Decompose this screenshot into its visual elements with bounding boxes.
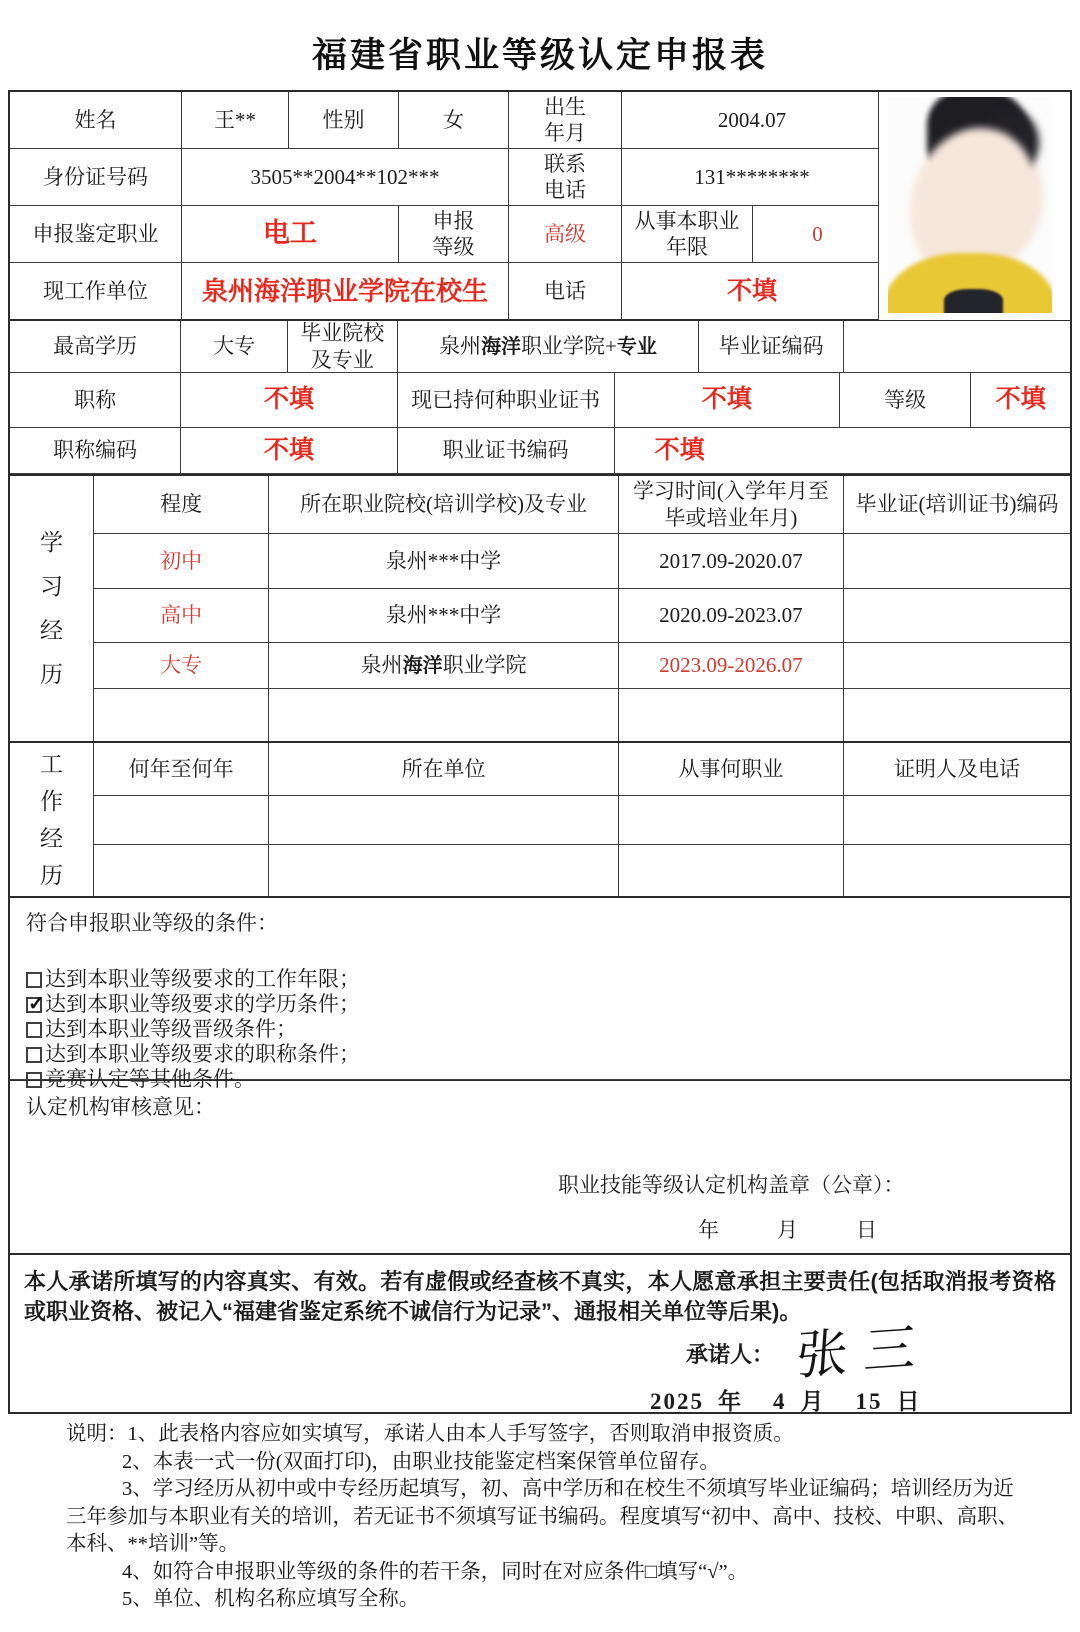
work-row-empty [94, 796, 1070, 845]
condition-item-education: ✓ 达到本职业等级要求的学历条件； [26, 992, 1070, 1017]
study-degree: 高中 [94, 589, 269, 642]
work-header-years: 何年至何年 [94, 743, 269, 795]
jobtitle-value: 不填 [181, 373, 397, 427]
tel-label: 电话 [509, 263, 622, 320]
row-employer [10, 263, 882, 320]
years-label: 从事本职业年限 [622, 206, 753, 262]
promise-text: 本人承诺所填写的内容真实、有效。若有虚假或经查核不真实，本人愿意承担主要责任(包括取消报考资格或职业资格、被记入“福建省鉴定系统不诚信行为记录”、通报相关单位等后果)。 [24, 1269, 1056, 1324]
signer-label: 承诺人： [686, 1341, 775, 1367]
study-cert [844, 689, 1070, 741]
study-degree [94, 689, 269, 741]
titlecode-value: 不填 [181, 428, 397, 473]
row-jobtitle [10, 373, 1070, 428]
work-years [94, 845, 269, 896]
study-row-juniorhigh [94, 534, 1070, 589]
row-codes [10, 428, 1070, 474]
row-education [10, 319, 1070, 373]
work-witness [844, 845, 1070, 896]
work-job [619, 796, 844, 844]
work-witness [844, 796, 1070, 844]
study-cert [844, 643, 1070, 688]
review-label: 认定机构审核意见： [26, 1095, 215, 1119]
study-history-section [10, 474, 1070, 741]
phone-value: 131******** [694, 164, 810, 189]
study-degree: 大专 [94, 643, 269, 688]
grade-label: 等级 [840, 373, 972, 427]
employer-value: 泉州海洋职业学院在校生 [182, 263, 509, 320]
condition-item-competition: 竞赛认定等其他条件。 [26, 1067, 1070, 1092]
phone-label: 联系电话 [509, 149, 622, 205]
edu-value: 大专 [181, 321, 288, 372]
school-label: 毕业院校及专业 [288, 321, 398, 372]
form-table [8, 90, 1072, 1414]
conditions-section [10, 896, 1070, 1091]
personal-info-block [10, 92, 1070, 320]
study-school: 泉州***中学 [269, 589, 619, 642]
study-period [619, 689, 844, 741]
certcode-label: 职业证书编码 [398, 428, 615, 473]
row-occupation [10, 206, 882, 263]
tel-value: 不填 [726, 276, 777, 305]
row-id [10, 149, 882, 206]
checkbox-icon[interactable] [26, 1047, 42, 1063]
cert-label: 现已持何种职业证书 [398, 373, 615, 427]
gender-value: 女 [399, 92, 509, 148]
work-row-empty [94, 845, 1070, 896]
stamp-line: 职业技能等级认定机构盖章（公章）： [558, 1173, 905, 1197]
edu-label: 最高学历 [10, 321, 181, 372]
certcode-value: 不填 [654, 435, 705, 464]
photo-collar [944, 289, 1003, 313]
study-cert [844, 589, 1070, 642]
name-value: 王** [182, 92, 289, 148]
study-row-college [94, 643, 1070, 689]
condition-item-work-years: 达到本职业等级要求的工作年限； [26, 967, 1070, 992]
level-label: 申报等级 [399, 206, 509, 262]
checkbox-checked-icon[interactable] [26, 997, 42, 1013]
level-value: 高级 [509, 206, 622, 262]
date-month: 4 [773, 1389, 787, 1414]
study-period: 2017.09-2020.07 [619, 534, 844, 588]
school-value: 泉州海洋职业学院+专业 [398, 321, 700, 372]
birth-value: 2004.07 [717, 107, 787, 132]
date-day: 15 [855, 1389, 883, 1414]
page-title: 福建省职业等级认定申报表 [311, 36, 768, 75]
diploma-label: 毕业证编码 [699, 321, 843, 372]
work-unit [269, 796, 619, 844]
study-school [269, 689, 619, 741]
study-degree: 初中 [94, 534, 269, 588]
work-header-row [94, 743, 1070, 796]
study-header-cert: 毕业证(培训证书)编码 [855, 492, 1059, 517]
study-school: 泉州***中学 [269, 534, 619, 588]
work-unit [269, 845, 619, 896]
cert-value: 不填 [615, 373, 840, 427]
titlecode-label: 职称编码 [10, 428, 181, 473]
id-photo [888, 97, 1052, 313]
review-section [10, 1080, 1070, 1253]
checkbox-icon[interactable] [26, 972, 42, 988]
signature-row [686, 1319, 934, 1386]
signature: 张三 [794, 1319, 934, 1386]
promise-date: 2025 年 4 月 15 日 [650, 1389, 920, 1414]
id-value: 3505**2004**102*** [182, 149, 509, 205]
birth-label: 出生年月 [509, 92, 622, 148]
study-header-period: 学习时间(入学年月至毕或培业年月) [619, 476, 844, 533]
note-line-3: 3、学习经历从初中或中专经历起填写，初、高中学历和在校生不须填写毕业证编码；培训经历为近三年参加与本职业有关的培训，若无证书不须填写证书编码。程度填写“初中、高中、技校、中职、高职、本科、**培训”等。 [66, 1478, 1019, 1555]
id-label: 身份证号码 [10, 149, 182, 205]
jobtitle-label: 职称 [10, 373, 181, 427]
name-label: 姓名 [10, 92, 182, 148]
work-header-witness: 证明人及电话 [893, 756, 1020, 781]
condition-item-jobtitle: 达到本职业等级要求的职称条件； [26, 1042, 1070, 1067]
study-header-school: 所在职业院校(培训学校)及专业 [269, 476, 619, 533]
promise-section [10, 1253, 1070, 1412]
work-header-job: 从事何职业 [619, 743, 844, 795]
work-header-unit: 所在单位 [269, 743, 619, 795]
occupation-label: 申报鉴定职业 [10, 206, 182, 262]
study-section-label: 学习经历 [10, 476, 94, 741]
work-years [94, 796, 269, 844]
study-row-seniorhigh [94, 589, 1070, 643]
condition-item-promotion: 达到本职业等级晋级条件； [26, 1017, 1070, 1042]
study-period: 2020.09-2023.07 [619, 589, 844, 642]
years-value: 0 [812, 221, 823, 246]
note-line-1: 说明：1、此表格内容应如实填写，承诺人由本人手写签字，否则取消申报资质。 [66, 1423, 794, 1445]
id-photo-cell [878, 92, 1070, 320]
note-line-2: 2、本表一式一份(双面打印)，由职业技能鉴定档案保管单位留存。 [122, 1450, 720, 1473]
work-job [619, 845, 844, 896]
study-header-row [94, 476, 1070, 534]
study-row-empty [94, 689, 1070, 741]
work-history-section [10, 741, 1070, 896]
employer-label: 现工作单位 [10, 263, 182, 320]
study-header-degree: 程度 [94, 476, 269, 533]
date-year: 2025 [650, 1389, 704, 1414]
study-school: 泉州海洋职业学院 [269, 643, 619, 688]
note-line-5: 5、单位、机构名称应填写全称。 [122, 1588, 420, 1610]
diploma-value [844, 321, 1070, 372]
gender-label: 性别 [289, 92, 399, 148]
footnotes [66, 1421, 1021, 1614]
checkbox-icon[interactable] [26, 1022, 42, 1038]
stamp-date-line: 年 月 日 [698, 1218, 877, 1242]
conditions-title: 符合申报职业等级的条件： [26, 911, 278, 935]
study-cert [844, 534, 1070, 588]
study-period: 2023.09-2026.07 [619, 643, 844, 688]
grade-value: 不填 [995, 385, 1046, 414]
work-section-label: 工作经历 [10, 743, 94, 896]
row-name [10, 92, 882, 149]
note-line-4: 4、如符合申报职业等级的条件的若干条，同时在对应条件□填写“√”。 [122, 1560, 749, 1583]
occupation-value: 电工 [182, 206, 399, 262]
